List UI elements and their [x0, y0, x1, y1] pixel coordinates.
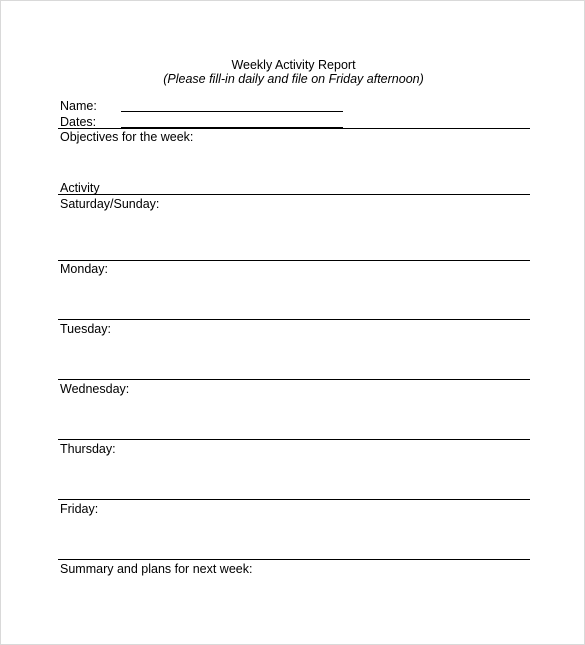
- report-title: Weekly Activity Report: [231, 58, 356, 72]
- report-subtitle: (Please fill-in daily and file on Friday afternoon): [163, 72, 424, 86]
- divider-line: [58, 319, 530, 320]
- summary-label: Summary and plans for next week:: [60, 562, 253, 576]
- divider-line: [58, 559, 530, 560]
- name-label: Name:: [60, 99, 97, 113]
- divider-line: [58, 439, 530, 440]
- divider-line: [58, 128, 530, 129]
- saturday-sunday-label: Saturday/Sunday:: [60, 197, 160, 211]
- dates-label: Dates:: [60, 115, 97, 129]
- tuesday-label: Tuesday:: [60, 322, 111, 336]
- friday-label: Friday:: [60, 502, 99, 516]
- divider-line: [58, 194, 530, 195]
- objectives-label: Objectives for the week:: [60, 130, 194, 144]
- name-fill-line[interactable]: [121, 111, 343, 112]
- wednesday-label: Wednesday:: [60, 382, 130, 396]
- monday-label: Monday:: [60, 262, 108, 276]
- thursday-label: Thursday:: [60, 442, 116, 456]
- divider-line: [58, 379, 530, 380]
- divider-line: [58, 260, 530, 261]
- divider-line: [58, 499, 530, 500]
- activity-label: Activity: [60, 181, 100, 195]
